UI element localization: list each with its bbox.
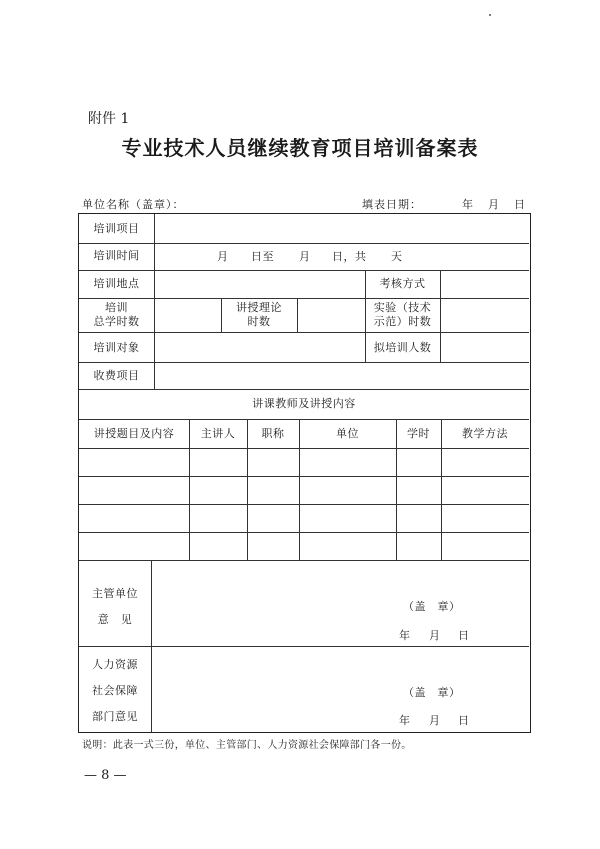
- time-day-total: 日，共: [332, 250, 367, 263]
- page-title: 专业技术人员继续教育项目培训备案表: [121, 136, 479, 160]
- page-number: — 8 —: [84, 768, 127, 783]
- time-month-2: 月: [299, 250, 311, 263]
- fill-date-line: [362, 196, 526, 212]
- label-hrss-opinion: 人力资源 社会保障 部门意见: [92, 658, 138, 723]
- label-training-time: 培训时间: [93, 249, 140, 262]
- hrss-date-year: 年: [399, 714, 411, 727]
- col-title: 职称: [261, 427, 285, 440]
- label-assessment: 考核方式: [379, 277, 426, 290]
- col-lecturer: 主讲人: [200, 427, 236, 440]
- fill-date-label: 填表日期：: [362, 198, 422, 211]
- supervisor-date-day: 日: [458, 629, 470, 642]
- footnote: 说明：此表一式三份，单位、主管部门、人力资源社会保障部门各一份。: [82, 740, 412, 751]
- col-method: 教学方法: [462, 427, 508, 440]
- scan-speck: [489, 14, 491, 16]
- fill-year: 年: [462, 198, 474, 211]
- label-practice-hours: 实验（技术 示范）时数: [373, 301, 432, 328]
- label-training-project: 培训项目: [93, 222, 140, 235]
- label-theory-hours: 讲授理论 时数: [236, 301, 282, 328]
- filing-form-table: [78, 213, 531, 733]
- col-hours: 学时: [407, 427, 430, 440]
- section-teachers: 讲课教师及讲授内容: [252, 397, 356, 410]
- col-topic: 讲授题目及内容: [93, 427, 175, 440]
- col-unit: 单位: [336, 427, 359, 440]
- hrss-seal: （盖 章）: [403, 686, 461, 699]
- fill-month: 月: [488, 198, 500, 211]
- time-days: 天: [391, 250, 403, 263]
- label-total-hours: 培训 总学时数: [93, 301, 140, 328]
- time-day-to: 日至: [251, 250, 274, 263]
- supervisor-date-month: 月: [429, 629, 441, 642]
- label-fee-items: 收费项目: [93, 369, 140, 382]
- unit-name-label: 单位名称（盖章）：: [82, 198, 185, 211]
- fill-day: 日: [514, 198, 526, 211]
- supervisor-seal: （盖 章）: [403, 600, 461, 613]
- label-training-place: 培训地点: [93, 277, 140, 290]
- label-supervisor-opinion: 主管单位 意 见: [92, 587, 138, 626]
- supervisor-date-year: 年: [399, 629, 411, 642]
- label-training-target: 培训对象: [93, 341, 140, 354]
- hrss-date-month: 月: [429, 714, 441, 727]
- hrss-date-day: 日: [458, 714, 470, 727]
- attachment-label: 附件 1: [88, 111, 130, 127]
- label-planned-count: 拟培训人数: [373, 341, 432, 354]
- time-month-1: 月: [217, 250, 229, 263]
